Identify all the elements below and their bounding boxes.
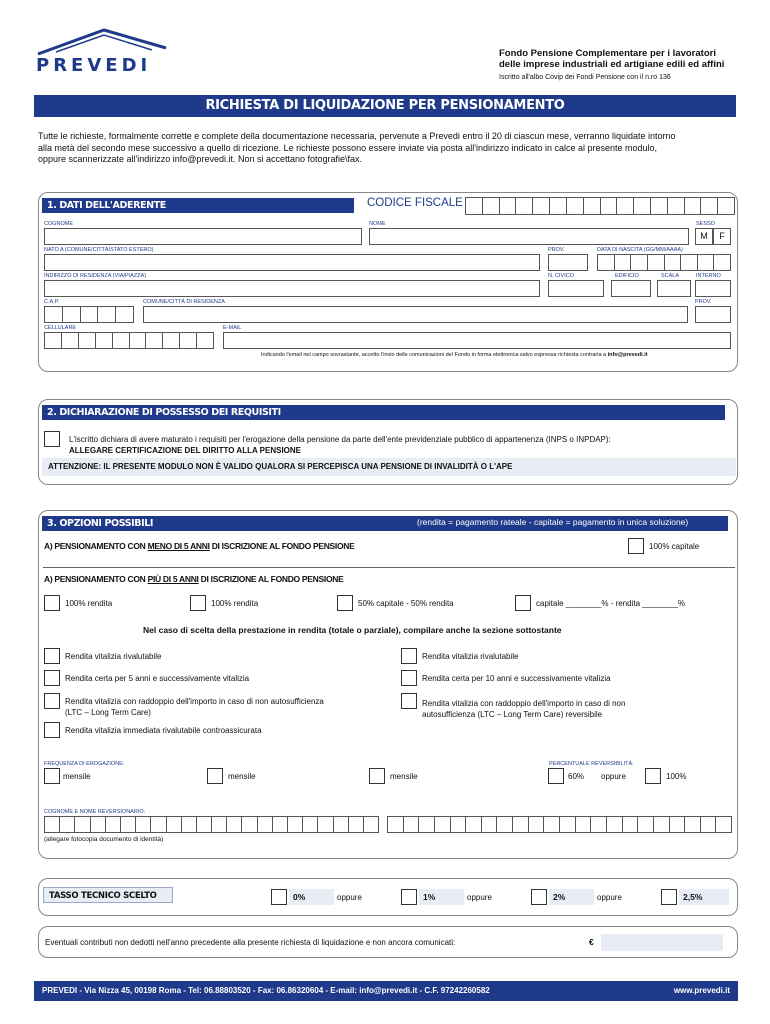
contributi-text: Eventuali contributi non dedotti nell'anno precedente alla presente richiesta di liquidazione e non ancora comunicati: [45,938,456,947]
requisiti-checkbox[interactable] [44,431,60,447]
rendita-vitalizia-r-label: Rendita vitalizia rivalutabile [422,652,519,661]
org-line2: delle imprese industriali ed artigiane edili ed affini [499,59,725,70]
logo [34,24,170,76]
intro-line3: oppure scannerizzate all'indirizzo info@prevedi.it. Non si accettano fotografie\fax. [38,154,363,164]
tasso-25-checkbox[interactable] [661,889,677,905]
section3-title: 3. OPZIONI POSSIBILI [42,516,728,531]
email-input[interactable] [223,332,731,349]
section-requisiti [38,399,738,485]
rendita-vitalizia-r-checkbox[interactable] [401,648,417,664]
prov-residenza-input[interactable] [695,306,731,323]
org-line3: Iscritto all'albo Covip dei Fondi Pensione con il n.ro 136 [499,74,671,81]
opt-rendita-2-checkbox[interactable] [190,595,206,611]
comune-input[interactable] [143,306,688,323]
email-note-address: info@prevedi.it [607,352,648,358]
reversionario-label: COGNOME E NOME REVERSIONARIO: [44,809,146,815]
frequenza-label: FREQUENZA DI EROGAZIONE: [44,761,125,767]
prov-label: PROV. [548,247,565,253]
section3-legend: (rendita = pagamento rateale - capitale = pagamento in unica soluzione) [417,517,689,527]
opt-50-50-checkbox[interactable] [337,595,353,611]
logo-text: PREVEDI [36,55,152,76]
rendita-certa-5-label: Rendita certa per 5 anni e successivamente vitalizia [65,674,250,683]
cellulare-label: CELLULARE [44,325,77,331]
sesso-m-option[interactable]: M [695,228,713,245]
rendita-vitalizia-checkbox[interactable] [44,648,60,664]
opt-rendita-1-checkbox[interactable] [44,595,60,611]
rendita-ltc-rev-label-1: Rendita vitalizia con raddoppio dell'importo in caso di non [422,699,626,708]
rendita-ltc-rev-label-2: autosufficienza (LTC – Long Term Care) reversibile [422,710,603,719]
tasso-oppure-2: oppure [467,893,492,902]
reversibilita-100-checkbox[interactable] [645,768,661,784]
comune-label: COMUNE/CITTÀ DI RESIDENZA [143,299,225,305]
codice-fiscale-label: CODICE FISCALE [367,197,463,209]
rendita-certa-10-label: Rendita certa per 10 anni e successivamente vitalizia [422,674,611,683]
frequenza-2-label: mensile [228,772,256,781]
tasso-1-checkbox[interactable] [401,889,417,905]
reversibilita-60-label: 60% [568,772,585,781]
tasso-0-label: 0% [293,892,306,902]
rendita-ltc-checkbox[interactable] [44,693,60,709]
footer [34,981,738,1001]
meno-5-anni-heading: A) PENSIONAMENTO CON MENO DI 5 ANNI DI ISCRIZIONE AL FONDO PENSIONE [44,541,355,551]
cap-label: C.A.P. [44,299,60,305]
cognome-label: COGNOME [44,221,74,227]
page-title: RICHIESTA DI LIQUIDAZIONE PER PENSIONAMENTO [34,95,736,117]
rendita-controassicurata-checkbox[interactable] [44,722,60,738]
nome-input[interactable] [369,228,689,245]
section-contributi [38,926,738,958]
tasso-2-checkbox[interactable] [531,889,547,905]
section-opzioni [38,510,738,859]
opt-50-50-label: 50% capitale - 50% rendita [358,599,454,608]
interno-label: INTERNO [696,273,721,279]
email-label: E-MAIL [223,325,242,331]
section1-title: 1. DATI DELL'ADERENTE [42,198,354,213]
tasso-oppure-1: oppure [337,893,362,902]
data-nascita-label: DATA DI NASCITA (GG/MM/AAAA) [597,247,683,253]
capitale-100-checkbox[interactable] [628,538,644,554]
nato-a-input[interactable] [44,254,540,271]
scala-label: SCALA [661,273,680,279]
org-line1: Fondo Pensione Complementare per i lavoratori [499,48,716,59]
reversionario-cognome-input[interactable] [44,816,379,833]
cap-input[interactable] [44,306,134,323]
allegare-certificazione: ALLEGARE CERTIFICAZIONE DEL DIRITTO ALLA PENSIONE [69,446,302,455]
n-civico-label: N. CIVICO [548,273,574,279]
edificio-input[interactable] [611,280,651,297]
data-nascita-input[interactable] [597,254,731,271]
logo-roof-icon [34,24,170,58]
rendita-certa-5-checkbox[interactable] [44,670,60,686]
frequenza-1-checkbox[interactable] [44,768,60,784]
nato-a-label: NATO A (COMUNE/CITTÀ/STATO ESTERO) [44,247,154,253]
indirizzo-input[interactable] [44,280,540,297]
rendita-ltc-rev-checkbox[interactable] [401,693,417,709]
frequenza-1-label: mensile [63,772,91,781]
capitale-100-label: 100% capitale [649,542,700,551]
tasso-title: TASSO TECNICO SCELTO [49,891,157,901]
opt-custom-label: capitale ________% - rendita ________% [536,599,686,608]
scala-input[interactable] [657,280,691,297]
prov2-label: PROV. [695,299,712,305]
tasso-0-checkbox[interactable] [271,889,287,905]
cognome-input[interactable] [44,228,362,245]
divider [43,567,735,568]
sesso-label: SESSO [696,221,715,227]
rendita-ltc-label-2: (LTC – Long Term Care) [65,708,151,717]
edificio-label: EDIFICIO [615,273,639,279]
rendita-ltc-label-1: Rendita vitalizia con raddoppio dell'importo in caso di non autosufficienza [65,697,324,706]
tasso-oppure-3: oppure [597,893,622,902]
nel-caso-note: Nel caso di scelta della prestazione in rendita (totale o parziale), compilare anche la sezione sottostante [143,625,562,635]
prov-nascita-input[interactable] [548,254,588,271]
frequenza-3-checkbox[interactable] [369,768,385,784]
intro-line2: alla metà del secondo mese successivo a quello di ricezione. Le richieste possono essere inviate via posta all'indirizzo indicato in calce al presente modulo, [38,142,658,153]
rendita-controassicurata-label: Rendita vitalizia immediata rivalutabile controassicurata [65,726,262,735]
reversibilita-100-label: 100% [666,772,687,781]
section-tasso [38,878,738,916]
indirizzo-label: INDIRIZZO DI RESIDENZA (VIA/PIAZZA) [44,273,147,279]
attenzione-text: ATTENZIONE: IL PRESENTE MODULO NON È VALIDO QUALORA SI PERCEPISCA UNA PENSIONE DI INVALIDITÀ O L'APE [48,462,513,471]
euro-sign: € [589,937,594,947]
section-dati-aderente [38,192,738,372]
interno-input[interactable] [695,280,731,297]
opt-rendita-2-label: 100% rendita [211,599,259,608]
tasso-2-label: 2% [553,892,566,902]
reversionario-nome-input[interactable] [387,816,732,833]
rendita-certa-10-checkbox[interactable] [401,670,417,686]
intro-line1: Tutte le richieste, formalmente corrette e complete della documentazione necessaria, pervenute a Prevedi entro il 20 di ciascun mese, verranno liquidate intorno [38,131,676,141]
footer-website[interactable]: www.prevedi.it [673,986,730,995]
footer-address: PREVEDI - Via Nizza 45, 00198 Roma - Tel: 06.88803520 - Fax: 06.86320604 - E-mail: info@prevedi.it - C.F. 97242260582 [42,986,490,995]
cellulare-input[interactable] [44,332,214,349]
frequenza-3-label: mensile [390,772,418,781]
tasso-1-label: 1% [423,892,436,902]
requisiti-text: L'iscritto dichiara di avere maturato i requisiti per l'erogazione della pensione da parte dell'ente previdenziale pubblico di appartenenza (INPS o INPDAP): [69,435,611,444]
allegare-fotocopia: (allegare fotocopia documento di identità) [44,836,164,843]
reversibilita-oppure: oppure [601,772,626,781]
percentuale-label: PERCENTUALE REVERSIBILITÀ: [549,761,634,767]
opt-custom-checkbox[interactable] [515,595,531,611]
opt-rendita-1-label: 100% rendita [65,599,113,608]
rendita-vitalizia-label: Rendita vitalizia rivalutabile [65,652,162,661]
contributi-amount-input[interactable] [601,934,723,951]
nome-label: NOME [369,221,386,227]
n-civico-input[interactable] [548,280,604,297]
sesso-f-option[interactable]: F [713,228,731,245]
codice-fiscale-input[interactable] [465,197,735,215]
reversibilita-60-checkbox[interactable] [548,768,564,784]
tasso-25-label: 2,5% [683,892,703,902]
email-note: Indicando l'email nel campo sovrastante, accetto l'invio delle comunicazioni del Fondo in forma elettronica salvo espressa richiesta contraria a [261,352,607,358]
section2-title: 2. DICHIARAZIONE DI POSSESSO DEI REQUISITI [42,405,725,420]
piu-5-anni-heading: A) PENSIONAMENTO CON PIÙ DI 5 ANNI DI ISCRIZIONE AL FONDO PENSIONE [44,574,344,584]
frequenza-2-checkbox[interactable] [207,768,223,784]
